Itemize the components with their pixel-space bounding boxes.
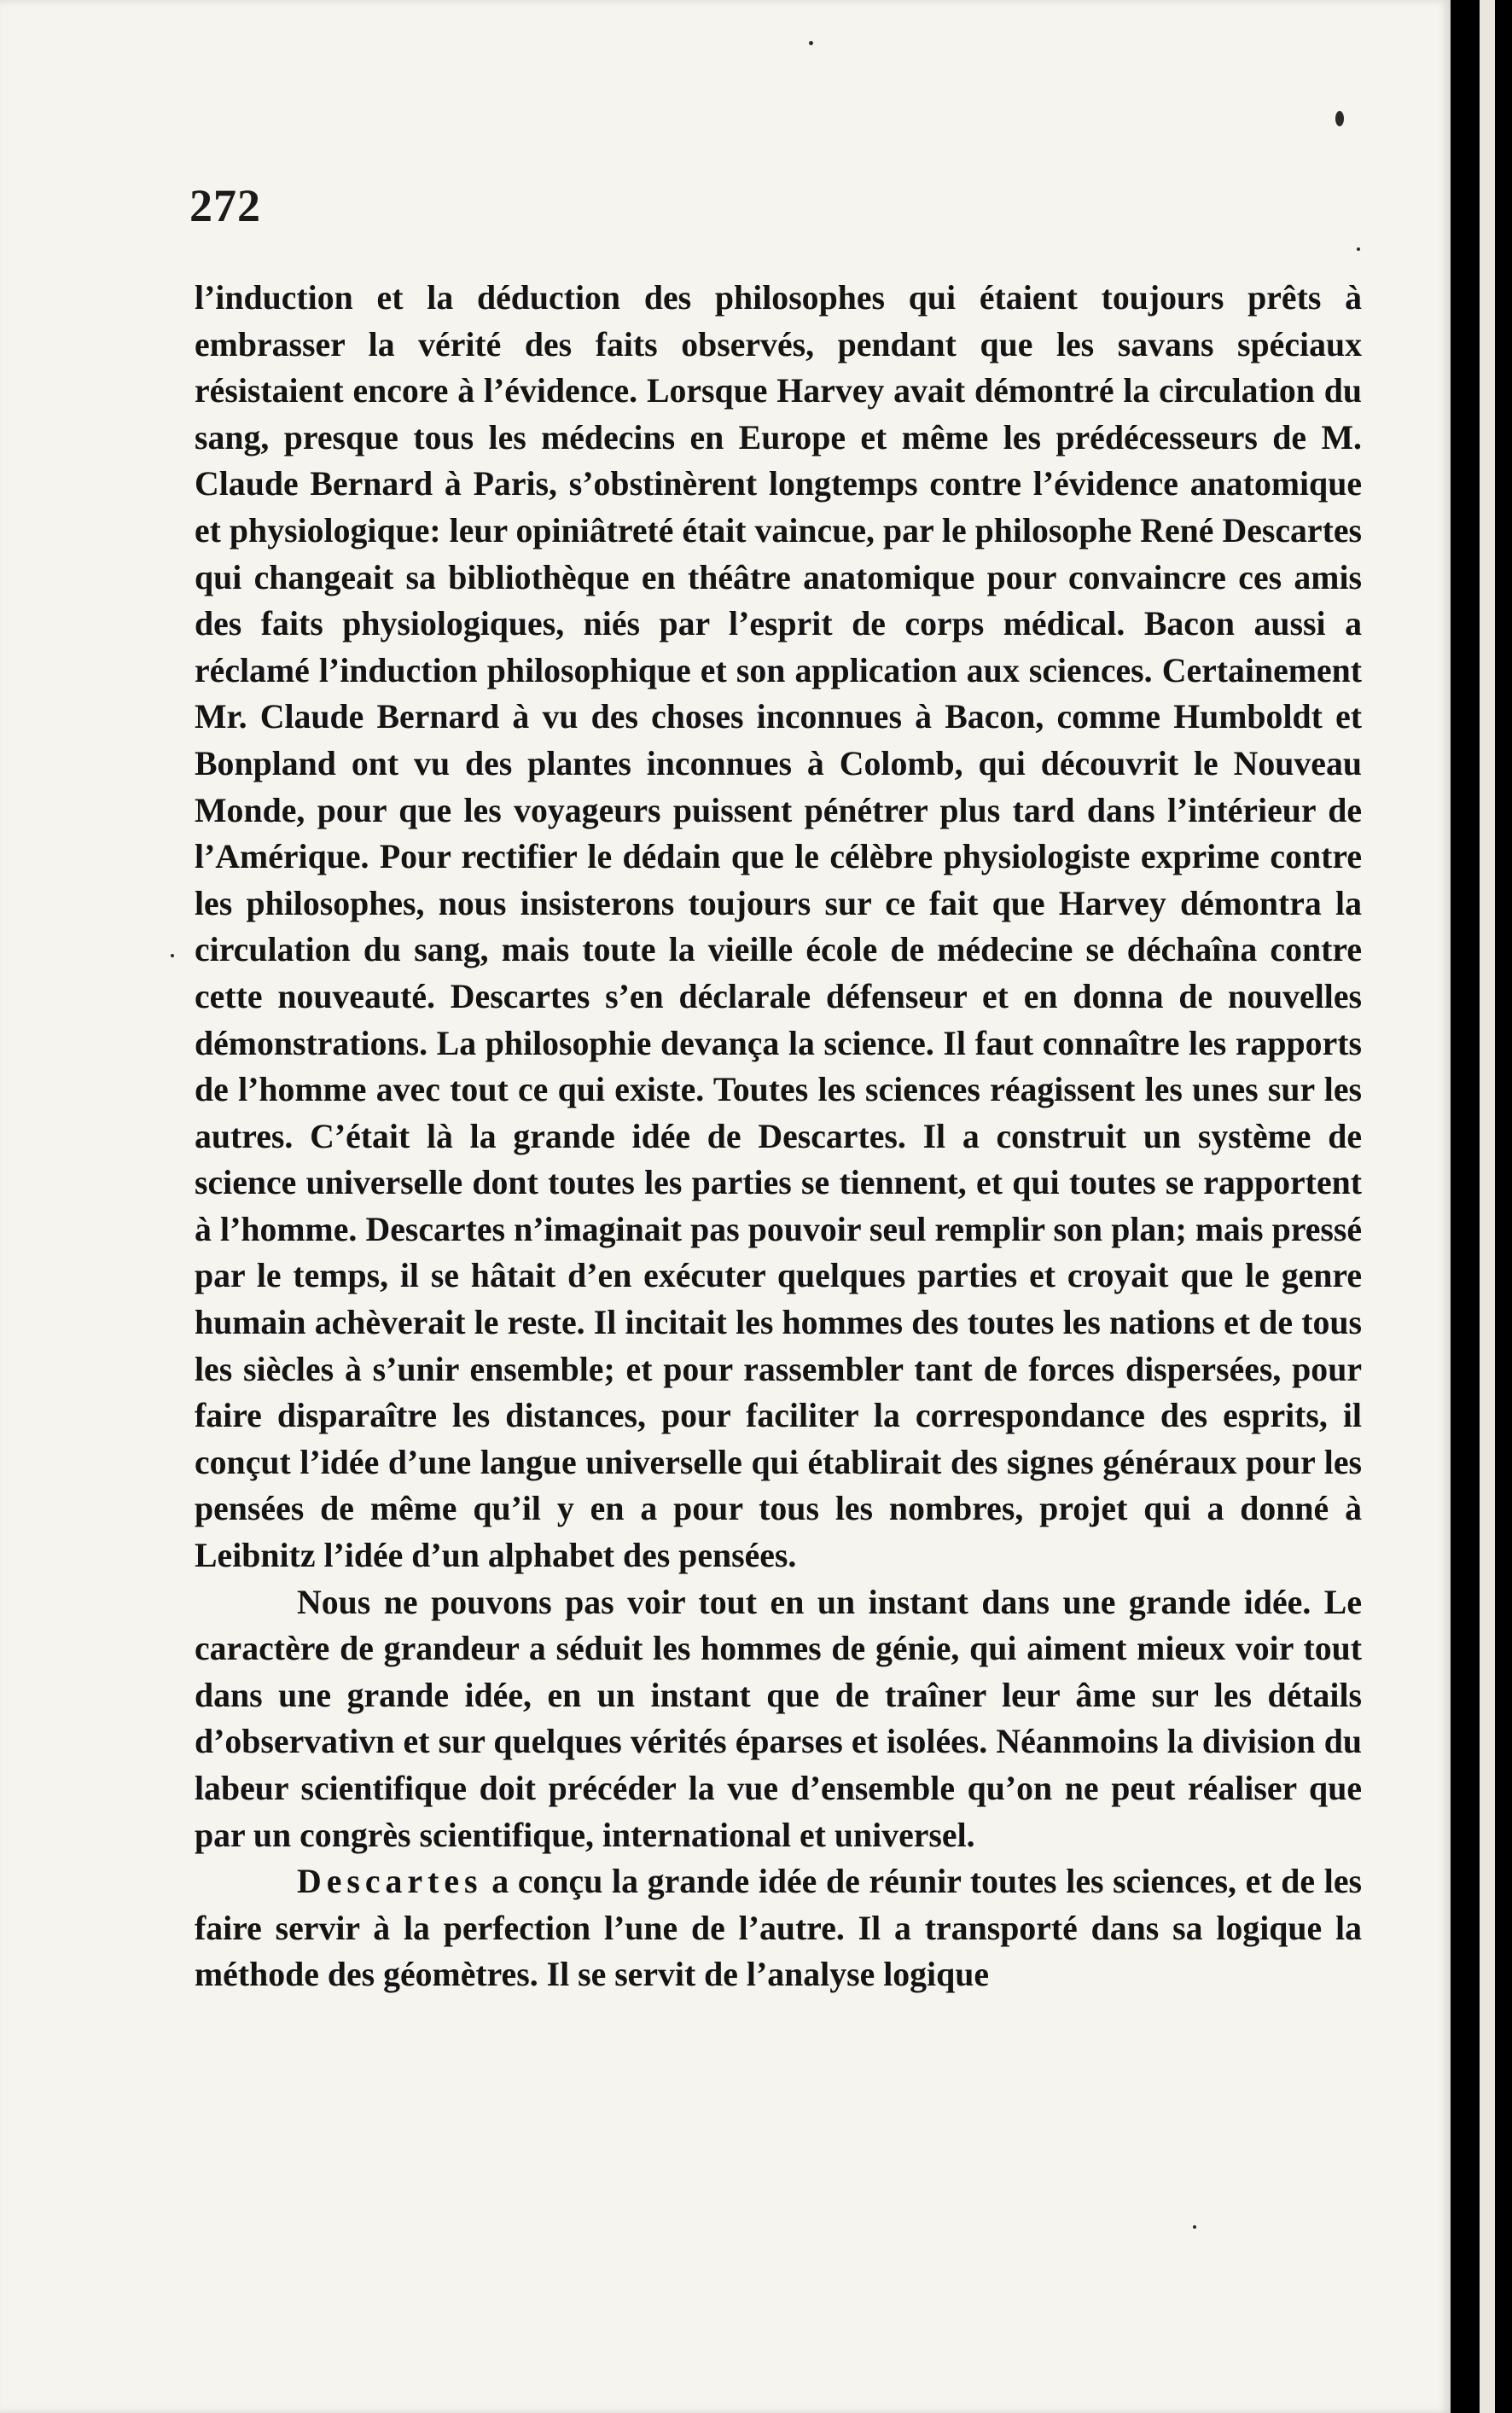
ink-speck xyxy=(171,954,174,957)
paragraph-3-text: a conçu la grande idée de réunir toutes les sciences, et de les faire servir à la perfection l’une de l’autre. Il a transporté dans sa logique la méthode des géomètres. Il se servit de l’analyse logique xyxy=(195,1863,1362,1994)
ink-speck xyxy=(1193,2225,1196,2229)
paragraph-1: l’induction et la déduction des philosophes qui étaient toujours prêts à embrasser la vérité des faits observés, pendant que les savans spéciaux résistaient encore à l’évidence. Lorsque Harvey avait démontré la circulation du sang, presque tous les médecins en Europe et même les prédécesseurs de M. Claude Bernard à Paris, s’obstinèrent longtemps contre l’évidence anatomique et physiologique: leur opiniâtreté était vaincue, par le philosophe René Descartes qui changeait sa bibliothèque en théâtre anatomique pour convaincre ces amis des faits physiologiques, niés par l’esprit de corps médical. Bacon aussi a réclamé l’induction philosophique et son application aux sciences. Certainement Mr. Claude Bernard à vu des choses inconnues à Bacon, comme Humboldt et Bonpland ont vu des plantes inconnues à Colomb, qui découvrit le Nouveau Monde, pour que les voyageurs puissent pénétrer plus tard dans l’intérieur de l’Amérique. Pour rectifier le dédain que le célèbre physiologiste exprime contre les philosophes, nous insisterons toujours sur ce fait que Harvey démontra la circulation du sang, mais toute la vieille école de médecine se déchaîna contre cette nouveauté. Descartes s’en déclarale défenseur et en donna de nouvelles démonstrations. La philosophie devança la science. Il faut connaître les rapports de l’homme avec tout ce qui existe. Toutes les sciences réagissent les unes sur les autres. C’était là la grande idée de Descartes. Il a construit un système de science universelle dont toutes les parties se tiennent, et qui toutes se rapportent à l’homme. Descartes n’imaginait pas pouvoir seul remplir son plan; mais pressé par le temps, il se hâtait d’en exécuter quelques parties et croyait que le genre humain achèverait le reste. Il incitait les hommes des toutes les nations et de tous les siècles à s’unir ensemble; et pour rassembler tant de forces dispersées, pour faire disparaître les distances, pour faciliter la correspondance des esprits, il conçut l’idée d’une langue universelle qui établirait des signes généraux pour les pensées de même qu’il y en a pour tous les nombres, projet qui a donné à Leibnitz l’idée d’un alphabet des pensées. xyxy=(195,279,1362,1575)
paragraph-2: Nous ne pouvons pas voir tout en un instant dans une grande idée. Le caractère de grandeur a séduit les hommes de génie, qui aiment mieux voir tout dans une grande idée, en un instant que de traîner leur âme sur les détails d’observativn et sur quelques vérités éparses et isolées. Néanmoins la division du labeur scientifique doit précéder la vue d’ensemble qu’on ne peut réaliser que par un congrès scientifique, international et universel. xyxy=(195,1583,1362,1854)
ink-speck xyxy=(1335,111,1344,126)
facing-page-edge xyxy=(1480,0,1495,2413)
paragraph-3 xyxy=(195,1858,1362,1998)
ink-speck xyxy=(809,41,813,45)
ink-speck xyxy=(1357,247,1360,251)
paragraph-3-lead-name: Descartes xyxy=(297,1863,483,1901)
body-text xyxy=(195,275,1362,1998)
page-number: 272 xyxy=(189,180,261,231)
